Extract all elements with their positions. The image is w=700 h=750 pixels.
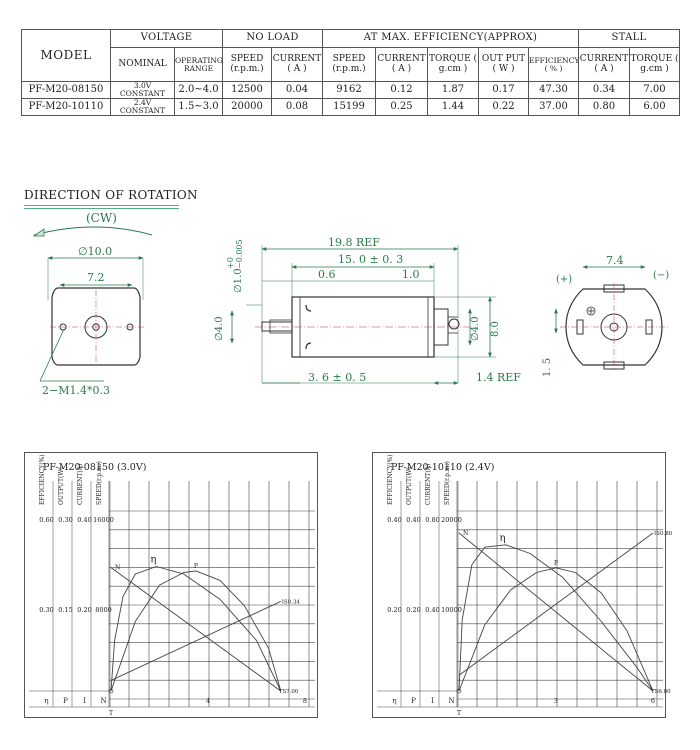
cell-me-current: 0.12 <box>376 82 428 99</box>
tick-label: 20000 <box>441 516 462 524</box>
axis-code-label: η <box>392 697 397 705</box>
cell-me-output: 0.22 <box>479 99 529 116</box>
cell-model: PF-M20-08150 <box>22 82 111 99</box>
dim-tol-minus: −0.005 <box>235 239 244 269</box>
terminal-plus: (+) <box>556 274 573 285</box>
tick-label: 0.30 <box>39 606 54 614</box>
cell-range: 2.0~4.0 <box>175 82 223 99</box>
axis-title: SPEED(r.p.m.) <box>444 461 451 505</box>
dim-1-4-ref: 1.4 REF <box>476 371 521 384</box>
header-nl-speed: SPEED (r.p.m.) <box>223 48 272 82</box>
curve-label: P <box>554 559 559 567</box>
dim-length-ref: 19.8 REF <box>328 236 380 249</box>
rear-view <box>542 254 669 377</box>
cell-me-speed: 9162 <box>323 82 376 99</box>
curve-label: TS6.00 <box>651 689 671 695</box>
chart-plot <box>25 453 317 717</box>
series-line <box>459 533 653 691</box>
tick-label: 0.40 <box>406 516 421 524</box>
chart-title: PF-M20-08150 (3.0V) <box>43 462 147 473</box>
axis-code-label: η <box>44 697 49 705</box>
tick-label: 0.30 <box>58 516 73 524</box>
tick-label: 0.15 <box>58 606 73 614</box>
dim-8: 8.0 <box>490 321 501 337</box>
curve-label: N <box>115 564 121 572</box>
header-st-current: CURRENT ( A ) <box>579 48 630 82</box>
dim-dia-10: ∅10.0 <box>78 245 113 258</box>
rotation-arrow-icon <box>34 229 44 236</box>
axis-title: OUTPUT(W) <box>58 467 65 505</box>
cell-nl-speed: 12500 <box>223 82 272 99</box>
dim-tol-plus: +0 <box>226 257 235 269</box>
dim-7-4: 7.4 <box>606 254 624 267</box>
spec-table <box>21 29 680 116</box>
tick-label: 0.40 <box>425 606 440 614</box>
x-tick-label: 8 <box>302 697 308 705</box>
axis-code-label: P <box>63 697 68 705</box>
tick-label: 16000 <box>93 516 114 524</box>
cell-st-torque: 7.00 <box>630 82 680 99</box>
tick-label: 0.20 <box>77 606 92 614</box>
curve-label: P <box>193 562 198 570</box>
header-model: MODEL <box>22 30 111 82</box>
cell-me-torque: 1.44 <box>428 99 479 116</box>
tick-label: 8000 <box>95 606 112 614</box>
dim-dia-4-left: ∅4.0 <box>214 316 225 341</box>
cell-me-efficiency: 37.00 <box>529 99 579 116</box>
header-me-current: CURRENT ( A ) <box>376 48 428 82</box>
tick-label: 0.80 <box>425 516 440 524</box>
header-no-load: NO LOAD <box>223 30 323 48</box>
tick-label: 0.20 <box>387 606 402 614</box>
x-tick-label: 4 <box>205 697 211 705</box>
tick-label: 0.20 <box>406 606 421 614</box>
axis-code-label: P <box>411 697 416 705</box>
cell-me-efficiency: 47.30 <box>529 82 579 99</box>
header-me-torque: TORQUE ( g.cm ) <box>428 48 479 82</box>
cell-st-current: 0.34 <box>579 82 630 99</box>
header-operating-range: OPERATING RANGE <box>175 48 223 82</box>
cell-st-torque: 6.00 <box>630 99 680 116</box>
curve-label: η <box>499 532 506 544</box>
header-nl-current: CURRENT ( A ) <box>272 48 323 82</box>
rotation-arrow-icon <box>34 227 152 235</box>
curve-label: T <box>109 710 114 717</box>
cell-st-current: 0.80 <box>579 99 630 116</box>
chart-title: PF-M20-10110 (2.4V) <box>391 462 495 473</box>
series-line <box>111 601 281 680</box>
curve-label: IS0.80 <box>654 531 673 537</box>
tick-label: 0.40 <box>77 516 92 524</box>
header-me-efficiency: EFFICIENCY ( % ) <box>529 48 579 82</box>
x-tick-label: 3 <box>553 697 559 705</box>
front-view <box>40 245 144 397</box>
dim-0-6: 0.6 <box>318 268 336 281</box>
header-st-torque: TORQUE ( g.cm ) <box>630 48 680 82</box>
chart-plot <box>373 453 673 717</box>
axis-title: OUTPUT(W) <box>406 467 413 505</box>
dim-holes: 2−M1.4*0.3 <box>42 384 110 397</box>
axis-title: CURRENT(A) <box>425 463 432 505</box>
dim-dia-4-right: ∅4.0 <box>470 316 481 341</box>
axis-title: CURRENT(A) <box>77 463 84 505</box>
header-voltage: VOLTAGE <box>111 30 223 48</box>
axis-code-label: I <box>83 697 86 705</box>
rotation-label: (CW) <box>86 211 117 225</box>
axis-title: EFFICIENCY(%) <box>387 454 394 505</box>
table-row <box>22 99 680 116</box>
cell-nominal: 3.0V CONSTANT <box>111 82 175 99</box>
axis-title: SPEED(r.p.m.) <box>96 461 103 505</box>
table-row <box>22 82 680 99</box>
curve-label: η <box>150 554 157 566</box>
rotation-title: DIRECTION OF ROTATION <box>24 188 198 202</box>
axis-code-label: N <box>448 697 455 705</box>
terminal-minus: (−) <box>653 270 670 281</box>
cell-me-current: 0.25 <box>376 99 428 116</box>
performance-chart-1 <box>24 452 318 718</box>
motor-drawing <box>0 205 700 435</box>
dim-1-5: 1. 5 <box>542 357 553 377</box>
x-tick-label: 6 <box>650 697 656 705</box>
cell-me-output: 0.17 <box>479 82 529 99</box>
header-max-efficiency: AT MAX. EFFICIENCY(APPROX) <box>323 30 579 48</box>
cell-me-torque: 1.87 <box>428 82 479 99</box>
dim-7-2: 7.2 <box>87 271 105 284</box>
dim-3-6: 3. 6 ± 0. 5 <box>308 371 367 384</box>
tick-label: 0.40 <box>387 516 402 524</box>
curve-label: TS7.00 <box>278 689 299 695</box>
cell-nl-current: 0.04 <box>272 82 323 99</box>
curve-label: IS0.34 <box>281 599 300 606</box>
dim-body: 15. 0 ± 0. 3 <box>338 253 404 266</box>
header-nominal: NOMINAL <box>111 48 175 82</box>
side-view <box>214 236 521 384</box>
cell-nominal: 2.4V CONSTANT <box>111 99 175 116</box>
dim-1-0: 1.0 <box>402 268 420 281</box>
cell-range: 1.5~3.0 <box>175 99 223 116</box>
tick-label: 0.60 <box>39 516 54 524</box>
cell-model: PF-M20-10110 <box>22 99 111 116</box>
tick-label: 10000 <box>441 606 462 614</box>
cell-nl-speed: 20000 <box>223 99 272 116</box>
axis-code-label: I <box>431 697 434 705</box>
series-line <box>459 533 653 675</box>
dim-shaft: ∅1.0 <box>233 268 244 293</box>
cell-me-speed: 15199 <box>323 99 376 116</box>
performance-chart-2 <box>372 452 673 718</box>
cell-nl-current: 0.08 <box>272 99 323 116</box>
header-me-output: OUT PUT ( W ) <box>479 48 529 82</box>
curve-label: T <box>457 710 462 717</box>
header-stall: STALL <box>579 30 680 48</box>
axis-title: EFFICIENCY(%) <box>39 454 46 505</box>
curve-label: N <box>463 530 469 537</box>
axis-code-label: N <box>100 697 107 705</box>
header-me-speed: SPEED (r.p.m.) <box>323 48 376 82</box>
